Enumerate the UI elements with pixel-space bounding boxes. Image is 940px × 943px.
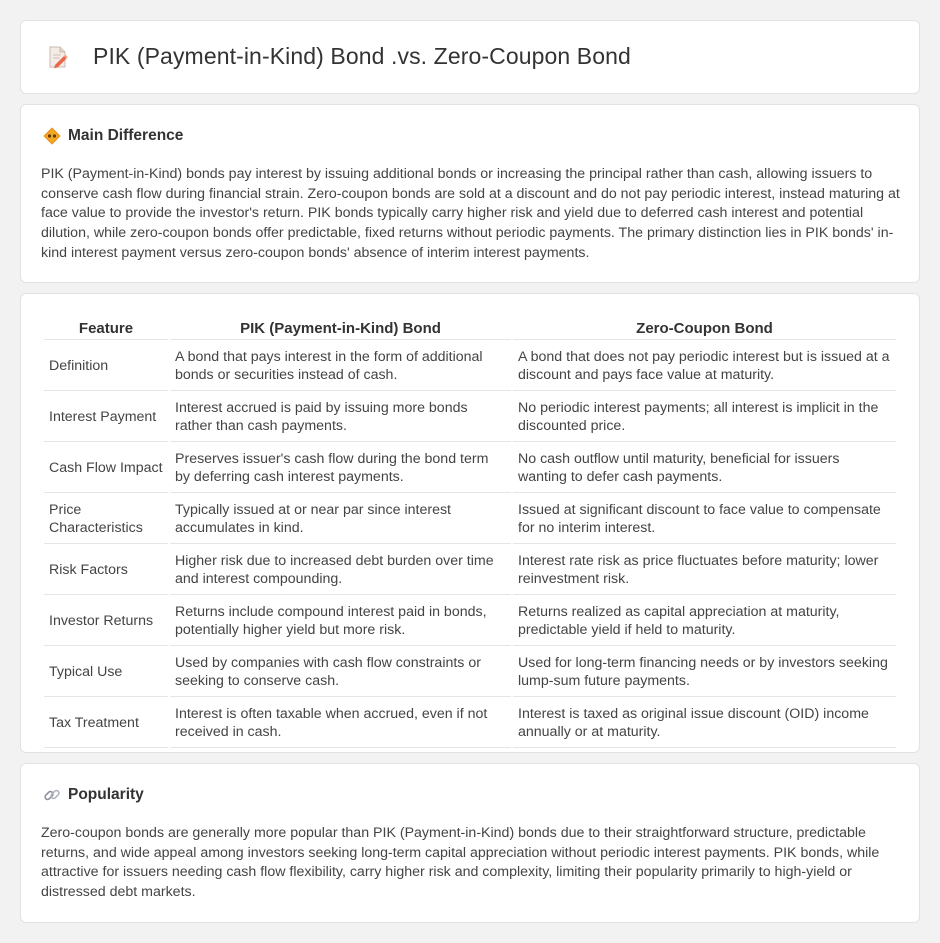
table-row — [44, 342, 896, 391]
header-feature: Feature — [44, 316, 168, 340]
popularity-title: Popularity — [68, 786, 144, 803]
table-row — [44, 393, 896, 442]
main-difference-title: Main Difference — [68, 127, 184, 144]
main-difference-card — [20, 104, 920, 283]
feature-cell: Interest Payment — [44, 393, 168, 442]
header-zero-coupon: Zero-Coupon Bond — [513, 316, 896, 340]
zero-coupon-cell: Used for long-term financing needs or by investors seeking lump-sum future payments. — [513, 648, 896, 697]
popularity-text: Zero-coupon bonds are generally more popular than PIK (Payment-in-Kind) bonds due to their straightforward structure, predictable returns, and wide appeal among investors seeking long-term capital appreciation without periodic interest payments. PIK bonds, while attractive for issuers needing cash flow flexibility, carry higher risk and complexity, limiting their popularity primarily to high-yield or distressed debt markets. — [41, 825, 880, 901]
table-row — [44, 444, 896, 493]
pik-cell: Interest is often taxable when accrued, even if not received in cash. — [170, 699, 511, 748]
feature-cell: Risk Factors — [44, 546, 168, 595]
table-row — [44, 597, 896, 646]
diamond-sign-icon — [43, 127, 61, 145]
zero-coupon-cell: Interest rate risk as price fluctuates before maturity; lower reinvestment risk. — [513, 546, 896, 595]
popularity-card — [20, 763, 920, 923]
main-difference-header — [43, 127, 183, 145]
link-icon — [43, 786, 61, 804]
feature-cell: Tax Treatment — [44, 699, 168, 748]
title-card — [20, 20, 920, 94]
zero-coupon-cell: No cash outflow until maturity, beneficial for issuers wanting to defer cash payments. — [513, 444, 896, 493]
feature-cell: Typical Use — [44, 648, 168, 697]
pik-cell: A bond that pays interest in the form of additional bonds or securities instead of cash. — [170, 342, 511, 391]
pik-cell: Used by companies with cash flow constraints or seeking to conserve cash. — [170, 648, 511, 697]
table-row — [44, 648, 896, 697]
comparison-card — [20, 293, 920, 753]
popularity-header — [43, 786, 144, 804]
pik-cell: Returns include compound interest paid in bonds, potentially higher yield but more risk. — [170, 597, 511, 646]
pik-cell: Typically issued at or near par since interest accumulates in kind. — [170, 495, 511, 544]
pik-cell: Preserves issuer's cash flow during the bond term by deferring cash interest payments. — [170, 444, 511, 493]
table-row — [44, 495, 896, 544]
document-pencil-icon — [47, 45, 69, 69]
zero-coupon-cell: Returns realized as capital appreciation at maturity, predictable yield if held to maturity. — [513, 597, 896, 646]
zero-coupon-cell: A bond that does not pay periodic interest but is issued at a discount and pays face value at maturity. — [513, 342, 896, 391]
comparison-table — [42, 314, 898, 750]
title-row — [47, 43, 631, 70]
page-title: PIK (Payment-in-Kind) Bond .vs. Zero-Coupon Bond — [93, 43, 631, 69]
zero-coupon-cell: Interest is taxed as original issue discount (OID) income annually or at maturity. — [513, 699, 896, 748]
main-difference-text: PIK (Payment-in-Kind) bonds pay interest by issuing additional bonds or increasing the principal rather than cash, allowing issuers to conserve cash flow during financial strain. Zero-coupon bonds are sold at a discount and do not pay periodic interest, instead maturing at face value to provide the investor's return. PIK bonds typically carry higher risk and yield due to deferred cash interest and potential dilution, while zero-coupon bonds offer predictable, fixed returns without periodic payments. The primary distinction lies in PIK bonds' in-kind interest payment versus zero-coupon bonds' absence of interim interest payments. — [41, 166, 900, 261]
table-row — [44, 699, 896, 748]
table-header-row — [44, 316, 896, 340]
zero-coupon-cell: Issued at significant discount to face value to compensate for no interim interest. — [513, 495, 896, 544]
header-pik: PIK (Payment-in-Kind) Bond — [170, 316, 511, 340]
pik-cell: Higher risk due to increased debt burden over time and interest compounding. — [170, 546, 511, 595]
zero-coupon-cell: No periodic interest payments; all interest is implicit in the discounted price. — [513, 393, 896, 442]
feature-cell: Investor Returns — [44, 597, 168, 646]
feature-cell: Cash Flow Impact — [44, 444, 168, 493]
feature-cell: Price Characteristics — [44, 495, 168, 544]
table-row — [44, 546, 896, 595]
pik-cell: Interest accrued is paid by issuing more bonds rather than cash payments. — [170, 393, 511, 442]
feature-cell: Definition — [44, 342, 168, 391]
